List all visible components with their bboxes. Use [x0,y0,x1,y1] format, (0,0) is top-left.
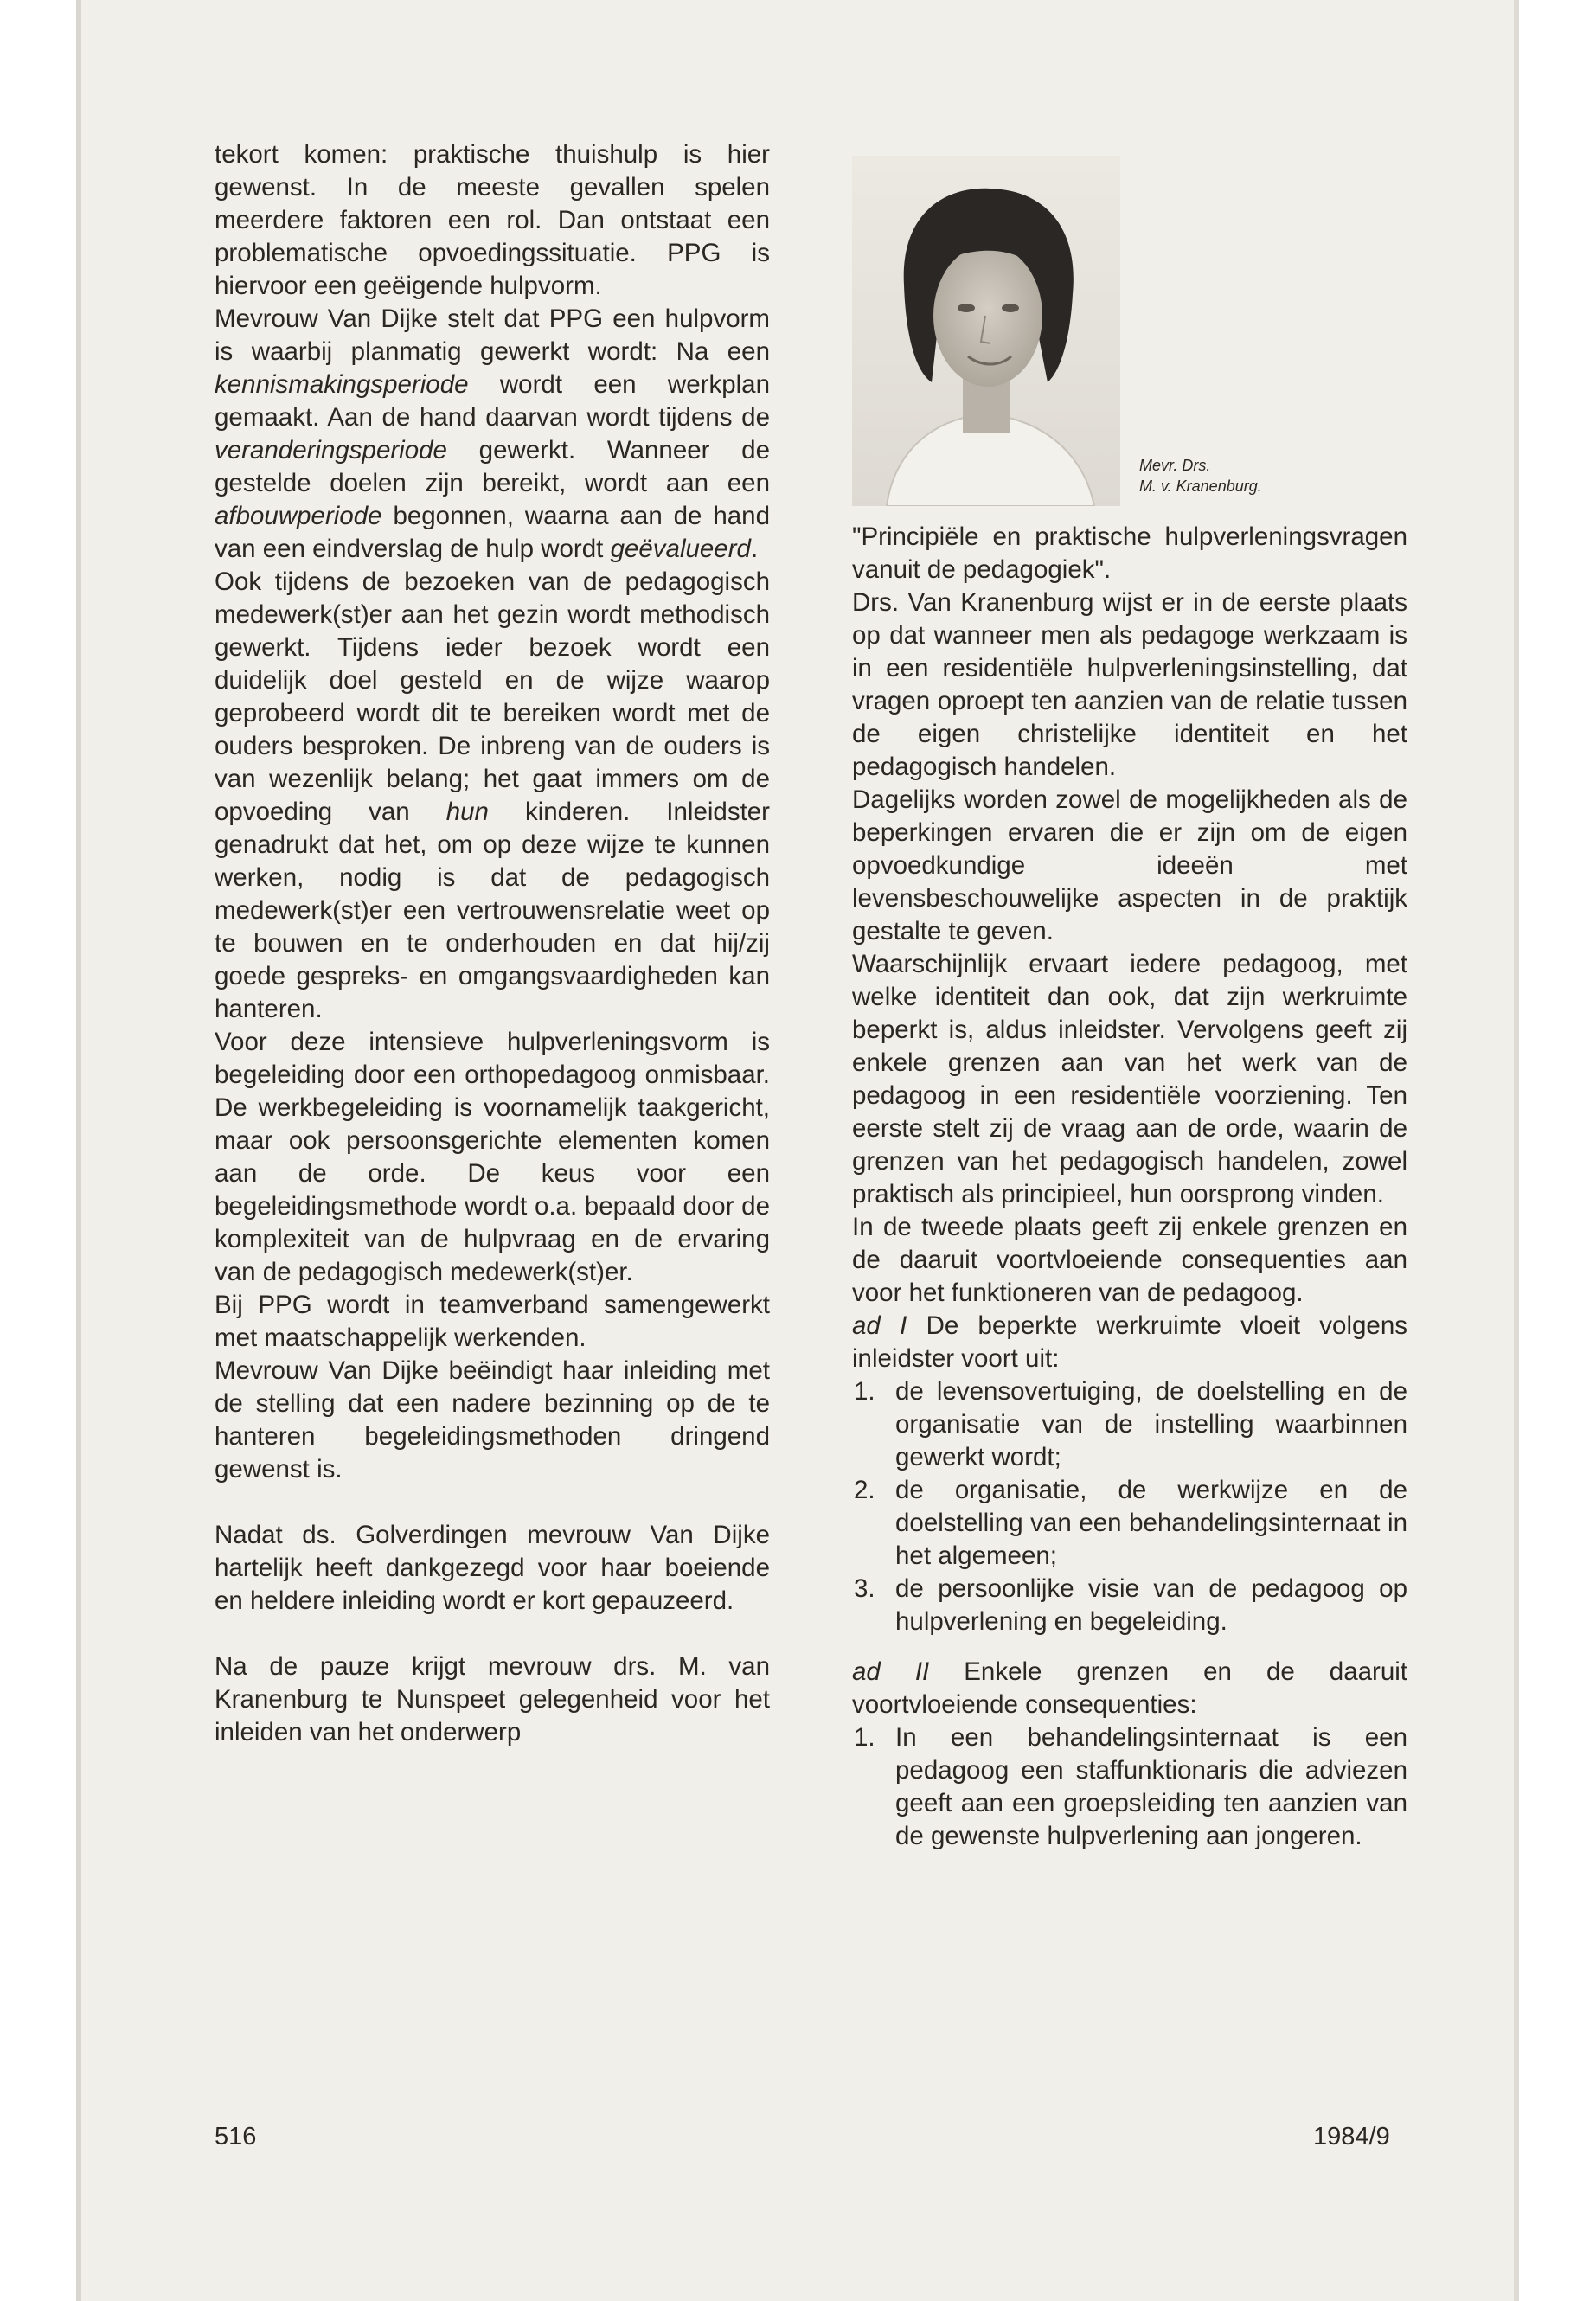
page-number: 516 [215,2123,257,2150]
caption-line: Mevr. Drs. [1139,457,1211,474]
scan-edge-right [1514,0,1519,2301]
issue-number: 1984/9 [1313,2123,1390,2150]
list-ad-1 [852,1375,1407,1638]
right-column [852,521,1407,1853]
list-ad-2 [852,1721,1407,1853]
paragraph: Waarschijnlijk ervaart iedere pedagoog, met welke identiteit dan ook, dat zijn werkruimte beperkt is, aldus inleidster. Vervolgens geeft zij enkele grenzen aan van het werk van de pedagoog in een residentiële voorziening. Ten eerste stelt zij de vraag aan de orde, waarin de grenzen van het pedagogisch handelen, zowel praktisch als principieel, hun oorsprong vinden. [852,950,1407,1208]
paragraph: Na de pauze krijgt mevrouw drs. M. van Kranenburg te Nunspeet gelegenheid voor het inleiden van het onderwerp [215,1652,770,1747]
paragraph: "Principiële en praktische hulpverleningsvragen vanuit de pedagogiek". [852,522,1407,584]
paragraph: Bij PPG wordt in teamverband samengewerkt met maatschappelijk werkenden. [215,1291,770,1352]
list-item: 3. de persoonlijke visie van de pedagoog op hulpverlening en begeleiding. [854,1574,1407,1636]
list-item: 2. de organisatie, de werkwijze en de doelstelling van een behandelingsinternaat in het algemeen; [854,1476,1407,1570]
paragraph: Drs. Van Kranenburg wijst er in de eerste plaats op dat wanneer men als pedagoge werkzaam is in een residentiële hulpverleningsinstelling, dat vragen oproept ten aanzien van de relatie tussen de eigen christelijke identiteit en het pedagogisch handelen. [852,588,1407,781]
photo-caption [1139,455,1262,497]
left-column [215,138,770,1749]
paragraph: Nadat ds. Golverdingen mevrouw Van Dijke hartelijk heeft dankgezegd voor haar boeiende en heldere inleiding wordt er kort gepauzeerd. [215,1521,770,1615]
paragraph: tekort komen: praktische thuishulp is hier gewenst. In de meeste gevallen spelen meerdere faktoren een rol. Dan ontstaat een problematische opvoedingssituatie. PPG is hiervoor een geëigende hulpvorm. [215,140,770,300]
paragraph: Mevrouw Van Dijke stelt dat PPG een hulpvorm is waarbij planmatig gewerkt wordt: Na een kennismakingsperiode wordt een werkplan gemaakt. Aan de hand daarvan wordt tijdens de veranderingsperiode gewerkt. Wanneer de gestelde doelen zijn bereikt, wordt aan een afbouwperiode begonnen, waarna aan de hand van een eindverslag de hulp wordt geëvalueerd. [215,304,770,563]
list-item: 1. In een behandelingsinternaat is een pedagoog een staffunktionaris die adviezen geeft aan een groepsleiding ten aanzien van de gewenste hulpverlening aan jongeren. [854,1723,1407,1850]
paragraph: ad I De beperkte werkruimte vloeit volgens inleidster voort uit: [852,1311,1407,1373]
paragraph: Mevrouw Van Dijke beëindigt haar inleiding met de stelling dat een nadere bezinning op de te hanteren begeleidingsmethoden dringend gewenst is. [215,1356,770,1484]
scan-edge-left [76,0,81,2301]
list-item: 1. de levensovertuiging, de doelstelling en de organisatie van de instelling waarbinnen gewerkt wordt; [854,1377,1407,1471]
caption-line: M. v. Kranenburg. [1139,478,1262,495]
paragraph: Ook tijdens de bezoeken van de pedagogisch medewerk(st)er aan het gezin wordt methodisch gewerkt. Tijdens ieder bezoek wordt een duidelijk doel gesteld en de wijze waarop geprobeerd wordt dit te bereiken wordt met de ouders besproken. De inbreng van de ouders is van wezenlijk belang; het gaat immers om de opvoeding van hun kinderen. Inleidster genadrukt dat het, om op deze wijze te kunnen werken, nodig is dat de pedagogisch medewerk(st)er een vertrouwensrelatie weet op te bouwen en te onderhouden en dat hij/zij goede gespreks- en omgangsvaardigheden kan hanteren. [215,567,771,1023]
portrait-photo [852,156,1120,506]
paragraph: In de tweede plaats geeft zij enkele grenzen en de daaruit voortvloeiende consequenties aan voor het funktioneren van de pedagoog. [852,1213,1407,1307]
paragraph: ad II Enkele grenzen en de daaruit voortvloeiende consequenties: [852,1657,1407,1719]
paragraph: Voor deze intensieve hulpverleningsvorm is begeleiding door een orthopedagoog onmisbaar. De werkbegeleiding is voornamelijk taakgericht, maar ook persoonsgerichte elementen komen aan de orde. De keus voor een begeleidingsmethode wordt o.a. bepaald door de komplexiteit van de hulpvraag en de ervaring van de pedagogisch medewerk(st)er. [215,1028,770,1286]
paragraph: Dagelijks worden zowel de mogelijkheden als de beperkingen ervaren die er zijn om de eigen opvoedkundige ideeën met levensbeschouwelijke aspecten in de praktijk gestalte te geven. [852,785,1407,945]
